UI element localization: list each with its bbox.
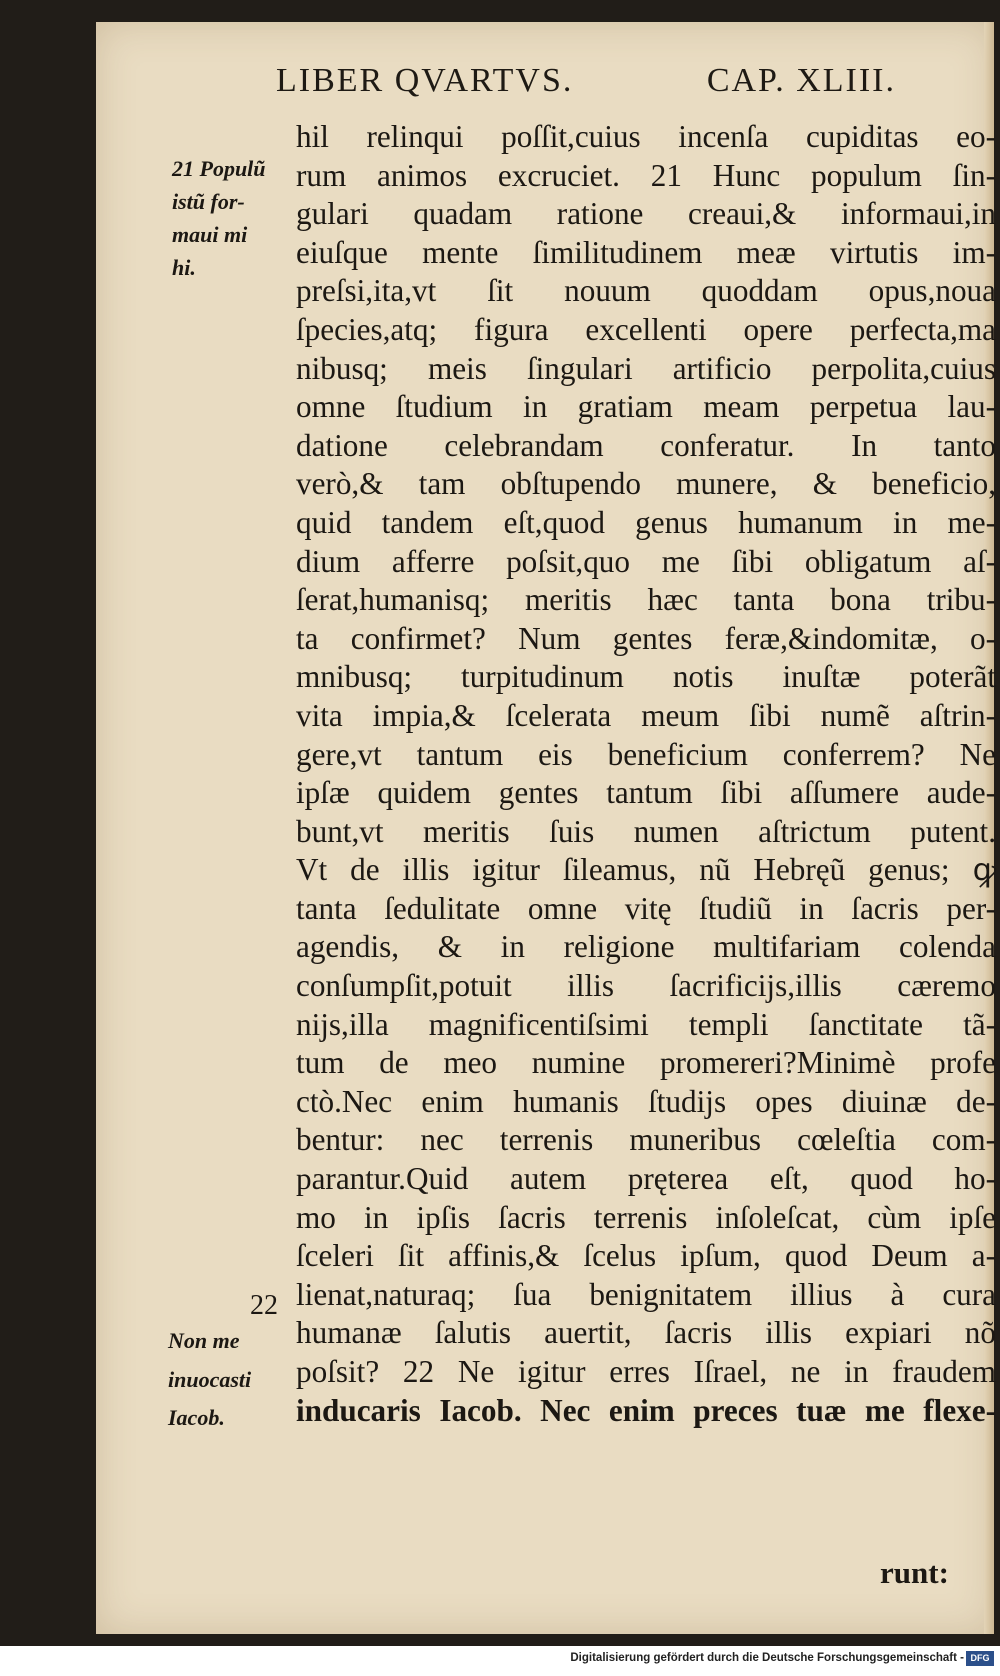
- text-line: poſsit? 22 Ne igitur erres Iſrael, ne in fraudem: [296, 1354, 996, 1389]
- text-line: conſumpſit,potuit illis ſacrificijs,illis cæremo: [296, 968, 996, 1004]
- text-line: ctò.Nec enim humanis ſtudijs opes diuinæ de-: [296, 1083, 996, 1119]
- book-title: LIBER QVARTVS.: [276, 62, 574, 99]
- body-text: [296, 118, 996, 1430]
- text-line: ta confirmet? Num gentes feræ,&indomitæ, o-: [296, 620, 996, 656]
- text-line: ipſæ quidem gentes tantum ſibi aſſumere aude-: [296, 775, 996, 811]
- text-line: Vt de illis igitur ſileamus, nũ Hebręũ genus; ꝙ: [296, 852, 996, 888]
- margin-note-line: Iacob.: [168, 1405, 225, 1431]
- text-line: parantur.Quid autem pręterea eſt, quod ho-: [296, 1161, 996, 1197]
- footer-bar: [0, 1646, 1000, 1676]
- margin-note-22: [168, 1322, 293, 1438]
- margin-note-line: 21 Populũ: [172, 156, 266, 181]
- funding-credit: Digitalisierung gefördert durch die Deutsche Forschungsgemeinschaft -: [570, 1652, 964, 1664]
- margin-note-line: hi.: [172, 255, 196, 280]
- text-line: tanta ſedulitate omne vitę ſtudiũ in ſacris per-: [296, 890, 996, 926]
- margin-note-line: inuocasti: [168, 1366, 252, 1392]
- verse-number-22: 22: [250, 1290, 278, 1321]
- running-header: [276, 62, 896, 100]
- text-line: eiuſque mente ſimilitudinem meæ virtutis im-: [296, 234, 996, 270]
- text-line: nijs,illa magnificentiſsimi templi ſanctitate tã-: [296, 1006, 996, 1042]
- text-line: nibusq; meis ſingulari artificio perpolita,cuius: [296, 350, 996, 386]
- text-line: bentur: nec terrenis muneribus cœleſtia com-: [296, 1122, 996, 1158]
- text-line: quid tandem eſt,quod genus humanum in me-: [296, 504, 996, 540]
- text-line: tum de meo numine promereri?Minimè profe: [296, 1045, 996, 1081]
- margin-note-line: istũ for-: [172, 189, 245, 214]
- text-line: verò,& tam obſtupendo munere, & beneficio,: [296, 466, 996, 502]
- dfg-logo: DFG: [966, 1651, 994, 1666]
- text-line: mo in ipſis ſacris terrenis inſoleſcat, cùm ipſe: [296, 1199, 996, 1235]
- catchword: runt:: [880, 1555, 949, 1590]
- text-line: humanæ ſalutis auertit, ſacris illis expiari nõ: [296, 1315, 996, 1351]
- text-line: gere,vt tantum eis beneficium conferrem? Ne: [296, 736, 996, 772]
- text-line: ſceleri ſit affinis,& ſcelus ipſum, quod Deum a-: [296, 1238, 996, 1274]
- text-line: inducaris Iacob. Nec enim preces tuæ me flexe-: [296, 1392, 996, 1428]
- text-line: ſpecies,atq; figura excellenti opere perfecta,ma: [296, 311, 996, 347]
- text-line: datione celebrandam conferatur. In tanto: [296, 427, 996, 463]
- margin-note-21: [172, 152, 288, 284]
- text-line: dium afferre poſsit,quo me ſibi obligatum aſ-: [296, 543, 996, 579]
- text-line: preſsi,ita,vt ſit nouum quoddam opus,noua: [296, 273, 996, 309]
- text-line: vita impia,& ſcelerata meum ſibi numẽ aſtrin-: [296, 697, 996, 733]
- text-line: agendis, & in religione multifariam colenda: [296, 929, 996, 965]
- margin-note-line: Non me: [168, 1328, 240, 1353]
- text-line: hil relinqui poſſit,cuius incenſa cupiditas eo-: [296, 119, 996, 154]
- text-line: mnibusq; turpitudinum notis inuſtæ poterãt: [296, 659, 996, 695]
- text-line: rum animos excruciet. 21 Hunc populum ſin-: [296, 157, 996, 193]
- text-line: gulari quadam ratione creaui,& informaui,in: [296, 196, 996, 232]
- margin-note-line: maui mi: [172, 222, 248, 247]
- text-line: omne ſtudium in gratiam meam perpetua lau-: [296, 389, 996, 425]
- chapter-number: CAP. XLIII.: [706, 62, 896, 99]
- text-line: bunt,vt meritis ſuis numen aſtrictum putent.: [296, 813, 996, 849]
- text-line: ſerat,humanisq; meritis hæc tanta bona tribu-: [296, 582, 996, 618]
- text-line: lienat,naturaq; ſua benignitatem illius à cura: [296, 1276, 996, 1312]
